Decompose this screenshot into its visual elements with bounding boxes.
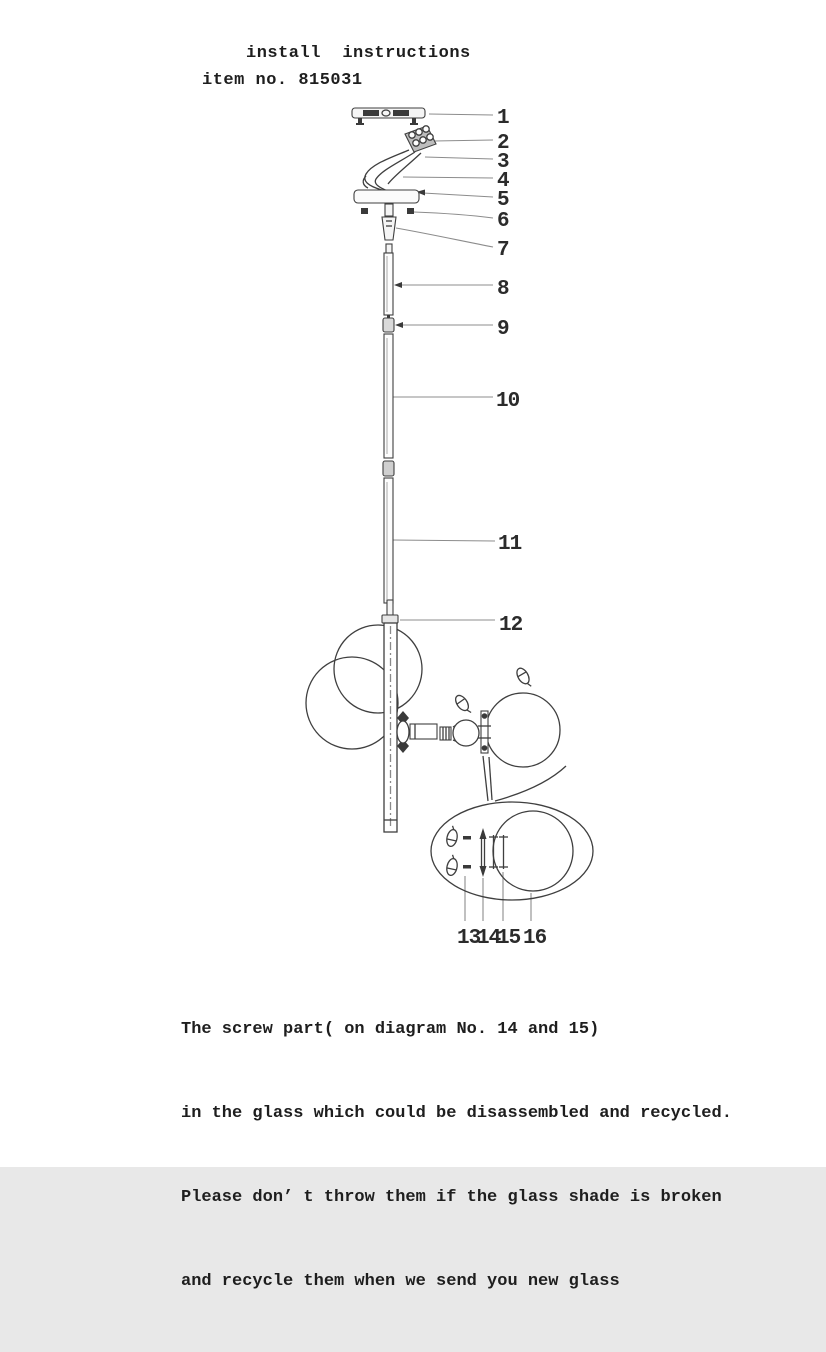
screw-tip	[463, 836, 471, 840]
socket-housing	[410, 724, 437, 739]
leader-7	[396, 228, 493, 247]
note-line-1: The screw part( on diagram No. 14 and 15)	[181, 1020, 600, 1039]
part-label-10: 10	[496, 390, 520, 413]
eye-screw-icon	[445, 825, 459, 847]
part-label-2: 2	[497, 132, 509, 155]
part-label-5: 5	[497, 189, 509, 212]
part-label-4: 4	[497, 170, 509, 193]
canopy-screw-right	[407, 208, 414, 214]
part-label-15: 15	[497, 927, 521, 950]
part-label-16: 16	[523, 927, 547, 950]
eye-screw-icon	[453, 693, 474, 716]
part-label-14: 14	[477, 927, 501, 950]
bulb-thread-base	[440, 727, 451, 740]
cord-grip	[382, 204, 396, 253]
part-label-9: 9	[497, 318, 509, 341]
part-label-12: 12	[499, 614, 523, 637]
leader-8-arrow	[394, 282, 402, 288]
screw-tip	[463, 865, 471, 869]
rod-segment-10	[384, 334, 393, 458]
rod-connector-mid	[383, 461, 394, 476]
eye-screw-icon	[445, 854, 459, 876]
note-line-2: in the glass which could be disassembled and recycled.	[181, 1104, 732, 1123]
screw-shaft-14	[480, 828, 487, 877]
rod-segment-11	[384, 478, 393, 603]
part-label-3: 3	[497, 151, 509, 174]
page-title: install instructions	[246, 44, 471, 63]
detail-bubble	[431, 802, 593, 900]
part-label-6: 6	[497, 210, 509, 233]
glass-globe-right	[486, 693, 560, 767]
rod-connector-9	[383, 315, 394, 332]
mount-screw-top	[482, 713, 488, 719]
part-label-13: 13	[457, 927, 481, 950]
leader-5	[423, 193, 493, 197]
canopy-screw-left	[361, 208, 368, 214]
leader-3	[425, 157, 493, 159]
note-line-4: and recycle them when we send you new glass	[181, 1272, 620, 1291]
rod-segment-8	[384, 253, 393, 315]
part-label-11: 11	[498, 533, 522, 556]
leader-9-arrow	[395, 322, 403, 328]
ceiling-canopy	[354, 190, 419, 203]
washers-15	[489, 835, 508, 869]
leader-4	[403, 177, 493, 178]
leader-1	[429, 114, 493, 115]
terminal-block	[405, 126, 436, 152]
part-label-7: 7	[497, 239, 509, 262]
leader-11	[392, 540, 495, 541]
leader-6	[414, 212, 493, 218]
leader-lines	[392, 114, 531, 921]
part-label-1: 1	[497, 107, 509, 130]
part-label-8: 8	[497, 278, 509, 301]
leader-2	[434, 140, 493, 141]
mounting-bracket	[352, 108, 425, 125]
glass-neck-detail	[493, 811, 573, 891]
glass-mount-bar	[478, 711, 491, 753]
eye-screw-icon	[514, 666, 533, 690]
stem-rod	[384, 623, 397, 832]
callout-funnel	[483, 756, 566, 801]
part-labels	[457, 107, 547, 950]
recycling-note	[181, 960, 732, 1352]
cross-fitting	[397, 721, 409, 743]
note-line-3: Please don’ t throw them if the glass shade is broken	[181, 1188, 722, 1207]
glass-globe-upper	[334, 625, 422, 713]
wires	[363, 150, 421, 191]
mount-screw-bottom	[482, 745, 488, 751]
item-number: item no. 815031	[202, 71, 363, 90]
light-bulb	[453, 720, 479, 746]
socket-assembly	[397, 666, 534, 753]
